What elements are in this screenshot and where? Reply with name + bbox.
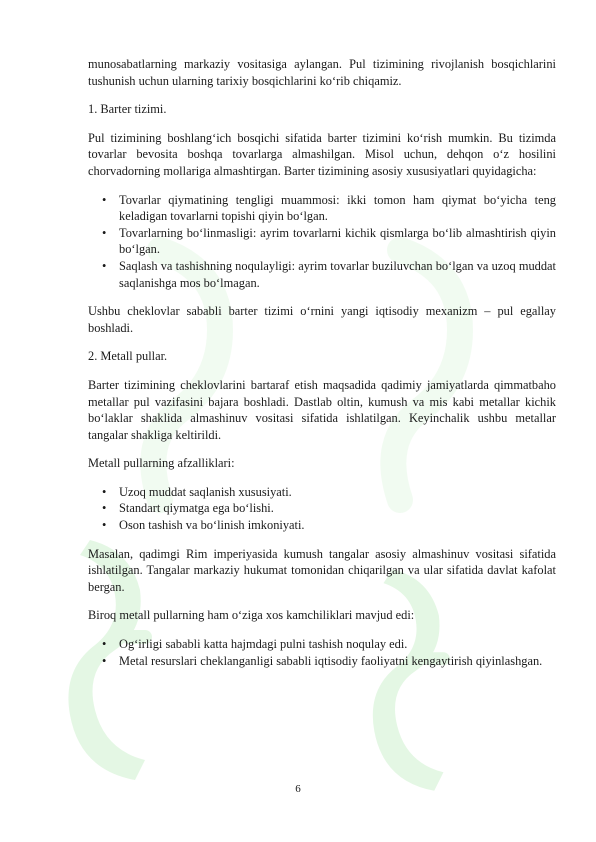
- paragraph: Barter tizimining cheklovlarini bartaraf etish maqsadida qadimiy jamiyatlarda qimmatbaho metallar pul vazifasini bajara boshladi. Dastlab oltin, kumush va mis kabi metallar kichik bo‘laklar shaklida almashinuv vositasi sifatida ishlatilgan. Keyinchalik ushbu metallar tangalar shakliga keltirildi.: [88, 377, 556, 442]
- list-item: [88, 517, 556, 534]
- list-item-text: Oson tashish va bo‘linish imkoniyati.: [119, 518, 305, 533]
- section-heading: 2. Metall pullar.: [88, 349, 168, 364]
- list-item-text: Uzoq muddat saqlanish xususiyati.: [119, 484, 292, 499]
- bullet-icon: •: [102, 258, 107, 273]
- list-item-text: Metal resurslari cheklanganligi sababli iqtisodiy faoliyatni kengaytirish qiyinlashgan.: [119, 653, 543, 668]
- list-item-text: Og‘irligi sababli katta hajmdagi pulni tashish noqulay edi.: [119, 637, 408, 652]
- list-item: [88, 192, 556, 225]
- list-item-text: Standart qiymatga ega bo‘lishi.: [119, 501, 274, 516]
- bullet-icon: •: [102, 518, 107, 533]
- list-item: [88, 653, 556, 670]
- bullet-icon: •: [102, 653, 107, 668]
- paragraph: Metall pullarning afzalliklari:: [88, 456, 235, 471]
- paragraph: Pul tizimining boshlang‘ich bosqichi sifatida barter tizimini ko‘rish mumkin. Bu tizimda tovarlar bevosita boshqa tovarlarga almashilgan. Misol uchun, dehqon o‘z hosilini chorvadorning mollariga almashtirgan. Barter tizimining asosiy xususiyatlari quyidagicha:: [88, 130, 556, 178]
- list-item: [88, 258, 556, 291]
- list-item-text: Tovarlarning bo‘linmasligi: ayrim tovarlarni kichik qismlarga bo‘lib almashtirish qiyin bo‘lgan.: [119, 225, 556, 257]
- bullet-list: [88, 484, 556, 534]
- section-heading: 1. Barter tizimi.: [88, 102, 167, 117]
- bullet-icon: •: [102, 225, 107, 240]
- paragraph: Masalan, qadimgi Rim imperiyasida kumush tangalar asosiy almashinuv vositasi sifatida ishlatilgan. Tangalar markaziy hukumat tomonidan chiqarilgan va ular sifatida davlat kafolat bergan.: [88, 546, 556, 594]
- document-body: [88, 56, 556, 669]
- bullet-icon: •: [102, 501, 107, 516]
- bullet-icon: •: [102, 637, 107, 652]
- page-number: 6: [295, 783, 301, 795]
- paragraph: Biroq metall pullarning ham o‘ziga xos kamchiliklari mavjud edi:: [88, 608, 415, 623]
- paragraph: munosabatlarning markaziy vositasiga aylangan. Pul tizimining rivojlanish bosqichlarini tushunish uchun ularning tarixiy bosqichlarini ko‘rib chiqamiz.: [88, 57, 556, 88]
- list-item: [88, 636, 556, 653]
- list-item-text: Tovarlar qiymatining tengligi muammosi: ikki tomon ham qiymat bo‘yicha teng keladigan tovarlarni topishi qiyin bo‘lgan.: [119, 192, 556, 224]
- list-item: [88, 484, 556, 501]
- list-item: [88, 500, 556, 517]
- bullet-list: [88, 636, 556, 669]
- list-item: [88, 225, 556, 258]
- bullet-icon: •: [102, 484, 107, 499]
- paragraph: Ushbu cheklovlar sababli barter tizimi o‘rnini yangi iqtisodiy mexanizm – pul egallay boshladi.: [88, 304, 556, 335]
- bullet-list: [88, 192, 556, 292]
- list-item-text: Saqlash va tashishning noqulayligi: ayrim tovarlar buziluvchan bo‘lgan va uzoq muddat saqlanishga mos bo‘lmagan.: [119, 258, 556, 290]
- bullet-icon: •: [102, 192, 107, 207]
